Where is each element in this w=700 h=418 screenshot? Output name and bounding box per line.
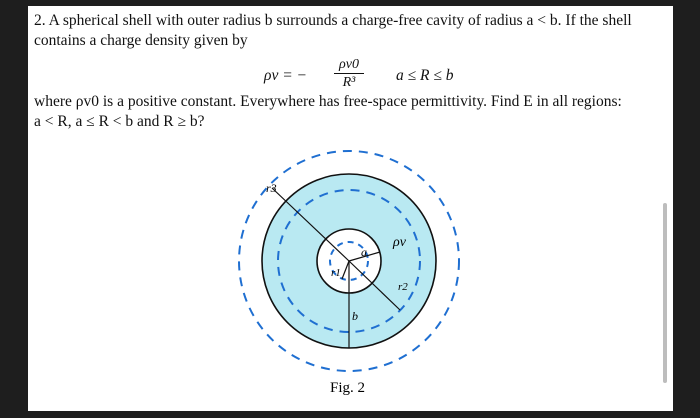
label-r1: r1	[331, 267, 341, 279]
label-b: b	[352, 309, 358, 323]
figure-2	[28, 6, 673, 411]
problem-page	[28, 6, 673, 411]
problem-line-2: contains a charge density given by	[34, 32, 248, 49]
problem-line-4: a < R, a ≤ R < b and R ≥ b?	[34, 113, 205, 130]
scrollbar[interactable]	[663, 203, 667, 383]
label-r2: r2	[398, 281, 408, 293]
label-rho-v: ρv	[393, 235, 406, 250]
equation-condition: a ≤ R ≤ b	[396, 67, 454, 84]
problem-line-3: where ρv0 is a positive constant. Everywhere has free-space permittivity. Find E in all regions:	[34, 93, 622, 110]
label-a: a	[361, 245, 367, 259]
label-r3: r3	[266, 181, 277, 195]
figure-caption: Fig. 2	[330, 380, 366, 396]
equation-lhs: ρv = −	[264, 67, 307, 84]
equation-denominator: R³	[342, 75, 356, 90]
problem-line-1: 2. A spherical shell with outer radius b surrounds a charge-free cavity of radius a < b. If the shell	[34, 12, 632, 29]
equation-numerator: ρv0	[339, 57, 359, 72]
